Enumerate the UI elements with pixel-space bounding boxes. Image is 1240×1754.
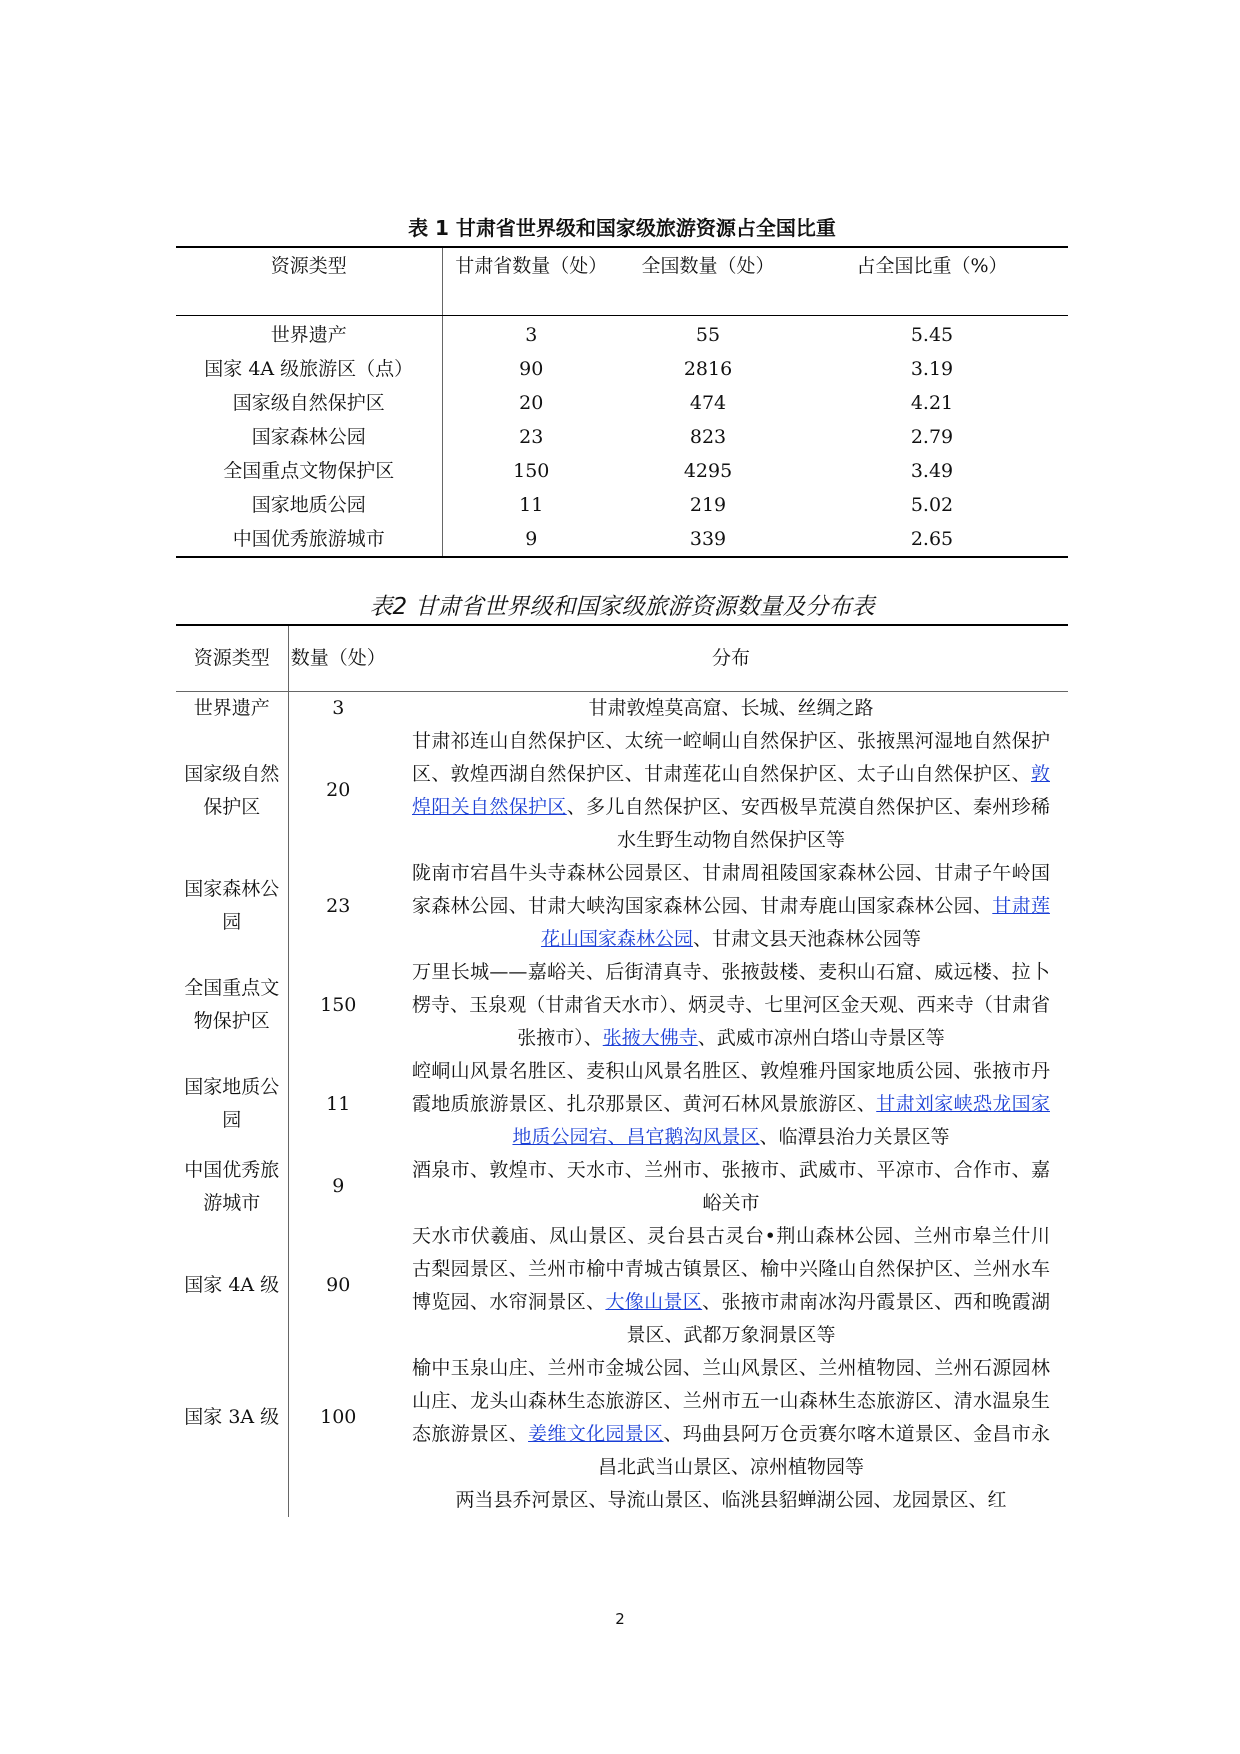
t2-cell-dist (388, 1055, 1068, 1154)
t1-header-gansu: 甘肃省数量（处） (442, 247, 620, 315)
distribution-text: 崆峒山风景名胜区、麦积山风景名胜区、敦煌雅丹国家地质公园、张掖市丹霞地质旅游景区、扎尕那景区、黄河石林风景旅游区、 (412, 1059, 1050, 1115)
table-row (176, 352, 1068, 386)
t1-cell-share: 4.21 (910, 391, 954, 414)
t1-header-share: 占全国比重（%） (796, 247, 1068, 315)
t1-cell-type: 国家森林公园 (176, 420, 442, 454)
table-row (176, 420, 1068, 454)
t1-cell-type: 国家 4A 级旅游区（点） (176, 352, 442, 386)
t2-cell-type: 国家 4A 级 (176, 1220, 288, 1352)
t1-cell-type: 全国重点文物保护区 (176, 454, 442, 488)
table-row (176, 1352, 1068, 1484)
t1-cell-national: 55 (695, 323, 721, 346)
distribution-text: 、多儿自然保护区、安西极旱荒漠自然保护区、秦州珍稀水生野生动物自然保护区等 (566, 795, 1050, 851)
t2-cell-dist (388, 1484, 1068, 1517)
table-row (176, 488, 1068, 522)
t1-cell-national: 474 (689, 391, 727, 414)
t2-cell-dist (388, 1154, 1068, 1220)
t2-cell-count: 3 (332, 696, 345, 719)
t2-cell-dist (388, 956, 1068, 1055)
t2-cell-dist (388, 1352, 1068, 1484)
t2-header-dist: 分布 (388, 625, 1068, 691)
table-row (176, 522, 1068, 557)
t1-header-national: 全国数量（处） (620, 247, 796, 315)
distribution-text: 酒泉市、敦煌市、天水市、兰州市、张掖市、武威市、平凉市、合作市、嘉峪关市 (412, 1158, 1050, 1214)
distribution-text: 陇南市宕昌牛头寺森林公园景区、甘肃周祖陵国家森林公园、甘肃子午岭国家森林公园、甘肃大峡沟国家森林公园、甘肃寿鹿山国家森林公园、 (412, 861, 1050, 917)
t2-cell-count: 90 (326, 1274, 351, 1296)
t1-cell-type: 国家地质公园 (176, 488, 442, 522)
distribution-text: 万里长城——嘉峪关、后街清真寺、张掖鼓楼、麦积山石窟、威远楼、拉卜楞寺、玉泉观（甘肃省天水市）、炳灵寺、七里河区金天观、西来寺（甘肃省张掖市）、 (412, 960, 1050, 1049)
t2-cell-type (176, 1484, 288, 1517)
distribution-link[interactable]: 甘肃刘家峡恐龙国家地质公园宕、昌官鹅沟风景区 (512, 1092, 1050, 1148)
t1-cell-type: 国家级自然保护区 (176, 386, 442, 420)
distribution-text: 甘肃祁连山自然保护区、太统一崆峒山自然保护区、张掖黑河湿地自然保护区、敦煌西湖自然保护区、甘肃莲花山自然保护区、太子山自然保护区、 (412, 729, 1050, 785)
t2-cell-count: 11 (326, 1092, 351, 1115)
distribution-text: 甘肃敦煌莫高窟、长城、丝绸之路 (588, 696, 874, 719)
t2-cell-count: 20 (326, 779, 351, 801)
t1-cell-gansu: 150 (513, 459, 550, 482)
t1-cell-share: 3.49 (910, 459, 954, 482)
table-row (176, 315, 1068, 352)
distribution-link[interactable]: 姜维文化园景区 (528, 1422, 664, 1445)
table2 (176, 624, 1068, 1517)
t1-cell-share: 5.02 (910, 493, 954, 516)
distribution-text: 、玛曲县阿万仓贡赛尔喀木道景区、金昌市永昌北武当山景区、凉州植物园等 (597, 1422, 1050, 1478)
table-row (176, 1154, 1068, 1220)
t2-header-type: 资源类型 (176, 625, 288, 691)
t2-cell-type: 全国重点文物保护区 (176, 956, 288, 1055)
t1-cell-share: 2.65 (796, 522, 1068, 557)
t1-cell-share: 5.45 (910, 323, 954, 346)
distribution-link[interactable]: 敦煌阳关自然保护区 (412, 762, 1050, 818)
page-number: 2 (615, 1610, 625, 1628)
t2-cell-dist (388, 691, 1068, 725)
distribution-text: 、张掖市肃南冰沟丹霞景区、西和晚霞湖景区、武都万象洞景区等 (626, 1290, 1050, 1346)
t2-cell-dist (388, 1220, 1068, 1352)
t2-cell-type: 国家地质公园 (176, 1055, 288, 1154)
t1-cell-national: 219 (689, 493, 727, 516)
t2-cell-dist (388, 725, 1068, 857)
table-row (176, 1055, 1068, 1154)
table-row (176, 725, 1068, 857)
t2-cell-count (288, 1484, 388, 1517)
table1 (176, 246, 1068, 558)
table-row (176, 1220, 1068, 1352)
t1-cell-type: 中国优秀旅游城市 (176, 522, 442, 557)
t1-header-type: 资源类型 (176, 247, 442, 315)
t1-cell-national: 4295 (683, 459, 733, 482)
t2-cell-count: 150 (320, 993, 357, 1016)
t1-cell-gansu: 23 (519, 425, 544, 448)
t2-cell-type: 国家级自然保护区 (176, 725, 288, 857)
distribution-link[interactable]: 大像山景区 (605, 1290, 703, 1313)
table-row (176, 454, 1068, 488)
t2-cell-type: 世界遗产 (176, 691, 288, 725)
t1-cell-national: 339 (620, 522, 796, 557)
table-row (176, 1484, 1068, 1517)
t2-cell-type: 国家森林公园 (176, 857, 288, 956)
t2-cell-count: 9 (332, 1175, 345, 1197)
distribution-text: 、甘肃文县天池森林公园等 (693, 927, 922, 950)
table2-header-row (176, 625, 1068, 691)
table-row (176, 956, 1068, 1055)
t1-cell-share: 2.79 (910, 425, 954, 448)
distribution-text: 、武威市凉州白塔山寺景区等 (697, 1026, 945, 1049)
t1-cell-share: 3.19 (910, 357, 954, 380)
t1-cell-national: 2816 (683, 357, 733, 380)
t2-cell-type: 国家 3A 级 (176, 1352, 288, 1484)
t1-cell-type: 世界遗产 (176, 315, 442, 352)
t1-cell-gansu: 90 (519, 357, 544, 380)
table1-caption: 表 1 甘肃省世界级和国家级旅游资源占全国比重 (408, 216, 836, 240)
t1-cell-gansu: 11 (519, 493, 544, 516)
distribution-text: 、临潭县治力关景区等 (759, 1125, 950, 1148)
t1-cell-gansu: 9 (442, 522, 620, 557)
table2-caption: 表2 甘肃省世界级和国家级旅游资源数量及分布表 (369, 594, 875, 620)
distribution-link[interactable]: 张掖大佛寺 (602, 1026, 698, 1049)
t2-cell-count: 23 (326, 894, 351, 917)
table-row (176, 386, 1068, 420)
t1-cell-national: 823 (689, 425, 727, 448)
table-row (176, 857, 1068, 956)
distribution-text: 两当县乔河景区、导流山景区、临洮县貂蝉湖公园、龙园景区、红 (455, 1488, 1007, 1511)
t1-cell-gansu: 20 (519, 391, 544, 414)
t2-cell-dist (388, 857, 1068, 956)
distribution-text: 天水市伏羲庙、凤山景区、灵台县古灵台•荆山森林公园、兰州市皋兰什川古梨园景区、兰州市榆中青城古镇景区、榆中兴隆山自然保护区、兰州水车博览园、水帘洞景区、 (412, 1224, 1050, 1313)
t2-cell-type: 中国优秀旅游城市 (176, 1154, 288, 1220)
distribution-link[interactable]: 甘肃莲花山国家森林公园 (540, 894, 1050, 950)
t1-cell-gansu: 3 (525, 323, 538, 346)
t2-cell-count: 100 (320, 1406, 357, 1428)
t2-header-count: 数量（处） (288, 625, 388, 691)
table-row (176, 691, 1068, 725)
distribution-text: 榆中玉泉山庄、兰州市金城公园、兰山风景区、兰州植物园、兰州石源园林山庄、龙头山森林生态旅游区、兰州市五一山森林生态旅游区、清水温泉生态旅游景区、 (412, 1356, 1050, 1445)
table1-header-row (176, 247, 1068, 315)
